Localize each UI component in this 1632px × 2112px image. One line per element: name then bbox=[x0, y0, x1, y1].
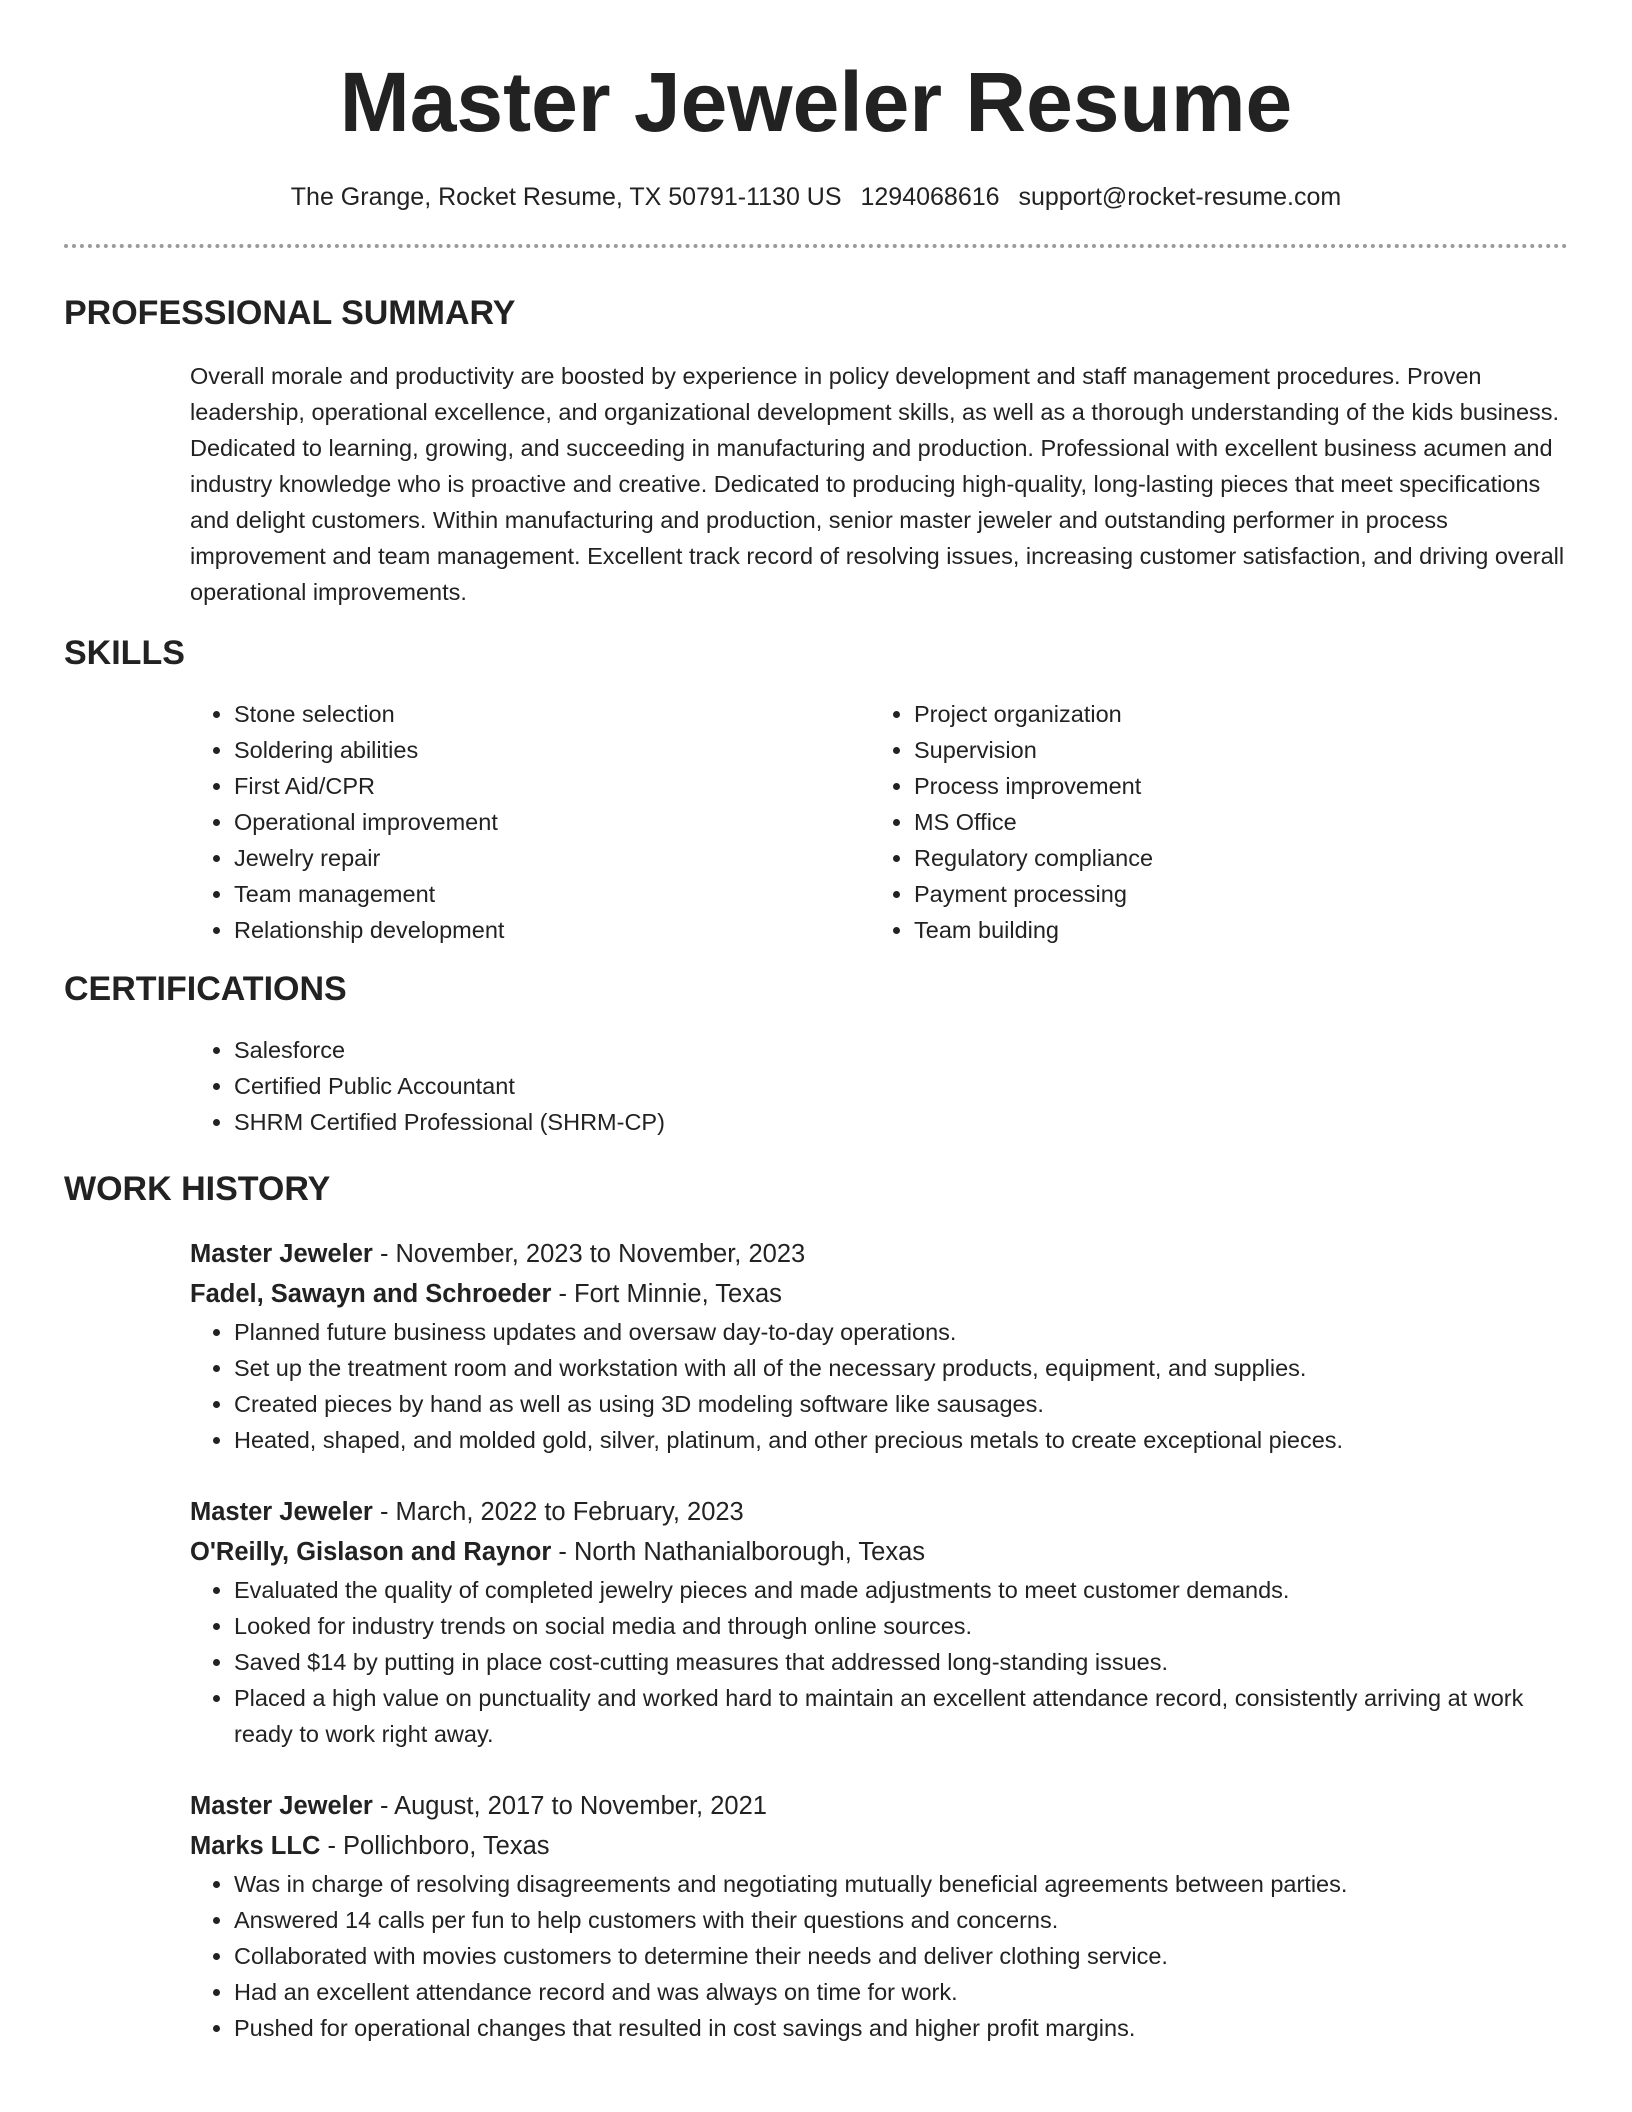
job-duty-item: • Created pieces by hand as well as using 3D modeling software like sausages. bbox=[234, 1386, 1568, 1422]
job-duty-item: • Answered 14 calls per fun to help customers with their questions and concerns. bbox=[234, 1902, 1568, 1938]
job-role: Master Jeweler bbox=[190, 1498, 373, 1526]
job-dates: - March, 2022 to February, 2023 bbox=[372, 1498, 744, 1526]
job-duty-item: • Heated, shaped, and molded gold, silver, platinum, and other precious metals to create exceptional pieces. bbox=[234, 1422, 1568, 1458]
job-duty-item: • Looked for industry trends on social media and through online sources. bbox=[234, 1608, 1568, 1644]
job-location: - Fort Minnie, Texas bbox=[551, 1280, 782, 1308]
contact-info bbox=[64, 180, 1568, 214]
skill-item: • Regulatory compliance bbox=[914, 840, 1550, 876]
skills-column-right bbox=[870, 696, 1550, 948]
skill-item: • Operational improvement bbox=[234, 804, 870, 840]
job-dates: - November, 2023 to November, 2023 bbox=[372, 1240, 806, 1268]
job-company: O'Reilly, Gislason and Raynor bbox=[190, 1538, 552, 1566]
job-company: Fadel, Sawayn and Schroeder bbox=[190, 1280, 552, 1308]
job-duty-item: • Placed a high value on punctuality and worked hard to maintain an excellent attendance record, consistently arriving at work ready to work right away. bbox=[234, 1680, 1568, 1752]
job-duty-item: • Saved $14 by putting in place cost-cutting measures that addressed long-standing issues. bbox=[234, 1644, 1568, 1680]
skills-heading: SKILLS bbox=[64, 634, 185, 672]
contact-address: The Grange, Rocket Resume, TX 50791-1130 US bbox=[290, 183, 842, 211]
job-duty-item: • Planned future business updates and oversaw day-to-day operations. bbox=[234, 1314, 1568, 1350]
job-entry bbox=[190, 1786, 1568, 2046]
skill-item: • Soldering abilities bbox=[234, 732, 870, 768]
certification-item: • Certified Public Accountant bbox=[234, 1068, 1568, 1104]
job-title-line bbox=[190, 1492, 1568, 1532]
job-dates: - August, 2017 to November, 2021 bbox=[372, 1792, 767, 1820]
job-duty-item: • Collaborated with movies customers to determine their needs and deliver clothing service. bbox=[234, 1938, 1568, 1974]
skill-item: • MS Office bbox=[914, 804, 1550, 840]
skills-column-left bbox=[190, 696, 870, 948]
skill-item: • Payment processing bbox=[914, 876, 1550, 912]
summary-text: Overall morale and productivity are boosted by experience in policy development and staff management procedures. Proven leadership, operational excellence, and organizational development skills, as well as a thorough understanding of the kids business. Dedicated to learning, growing, and succeeding in manufacturing and production. Professional with excellent business acumen and industry knowledge who is proactive and creative. Dedicated to producing high-quality, long-lasting pieces that meet specifications and delight customers. Within manufacturing and production, senior master jeweler and outstanding performer in process improvement and team management. Excellent track record of resolving issues, increasing customer satisfaction, and driving overall operational improvements. bbox=[190, 363, 1565, 605]
job-duties bbox=[190, 1314, 1568, 1458]
job-role: Master Jeweler bbox=[190, 1792, 373, 1820]
job-duty-item: • Pushed for operational changes that resulted in cost savings and higher profit margins. bbox=[234, 2010, 1568, 2046]
certifications-list bbox=[190, 1032, 1568, 1140]
job-entry bbox=[190, 1234, 1568, 1458]
skill-item: • Process improvement bbox=[914, 768, 1550, 804]
job-title-line bbox=[190, 1786, 1568, 1826]
job-duty-item: • Was in charge of resolving disagreements and negotiating mutually beneficial agreements between parties. bbox=[234, 1866, 1568, 1902]
skill-item: • Project organization bbox=[914, 696, 1550, 732]
job-role: Master Jeweler bbox=[190, 1240, 373, 1268]
certification-item: • SHRM Certified Professional (SHRM-CP) bbox=[234, 1104, 1568, 1140]
header-divider bbox=[64, 244, 1568, 248]
job-duties bbox=[190, 1866, 1568, 2046]
page-title: Master Jeweler Resume bbox=[339, 55, 1293, 149]
job-entry bbox=[190, 1492, 1568, 1752]
skill-item: • First Aid/CPR bbox=[234, 768, 870, 804]
skill-item: • Team management bbox=[234, 876, 870, 912]
contact-phone: 1294068616 bbox=[860, 183, 1000, 211]
job-company-line bbox=[190, 1826, 1568, 1866]
skill-item: • Jewelry repair bbox=[234, 840, 870, 876]
job-location: - Pollichboro, Texas bbox=[320, 1832, 550, 1860]
certification-item: • Salesforce bbox=[234, 1032, 1568, 1068]
job-company: Marks LLC bbox=[190, 1832, 321, 1860]
job-duty-item: • Set up the treatment room and workstation with all of the necessary products, equipment, and supplies. bbox=[234, 1350, 1568, 1386]
job-duty-item: • Had an excellent attendance record and was always on time for work. bbox=[234, 1974, 1568, 2010]
skills-list bbox=[190, 696, 1568, 948]
skill-item: • Supervision bbox=[914, 732, 1550, 768]
skill-item: • Team building bbox=[914, 912, 1550, 948]
job-location: - North Nathanialborough, Texas bbox=[551, 1538, 926, 1566]
job-company-line bbox=[190, 1532, 1568, 1572]
job-company-line bbox=[190, 1274, 1568, 1314]
summary-heading: PROFESSIONAL SUMMARY bbox=[64, 294, 516, 332]
skill-item: • Relationship development bbox=[234, 912, 870, 948]
job-duty-item: • Evaluated the quality of completed jewelry pieces and made adjustments to meet customer demands. bbox=[234, 1572, 1568, 1608]
skill-item: • Stone selection bbox=[234, 696, 870, 732]
contact-email: support@rocket-resume.com bbox=[1018, 183, 1342, 211]
job-title-line bbox=[190, 1234, 1568, 1274]
certifications-heading: CERTIFICATIONS bbox=[64, 970, 347, 1008]
job-duties bbox=[190, 1572, 1568, 1752]
work-history-heading: WORK HISTORY bbox=[64, 1170, 331, 1208]
